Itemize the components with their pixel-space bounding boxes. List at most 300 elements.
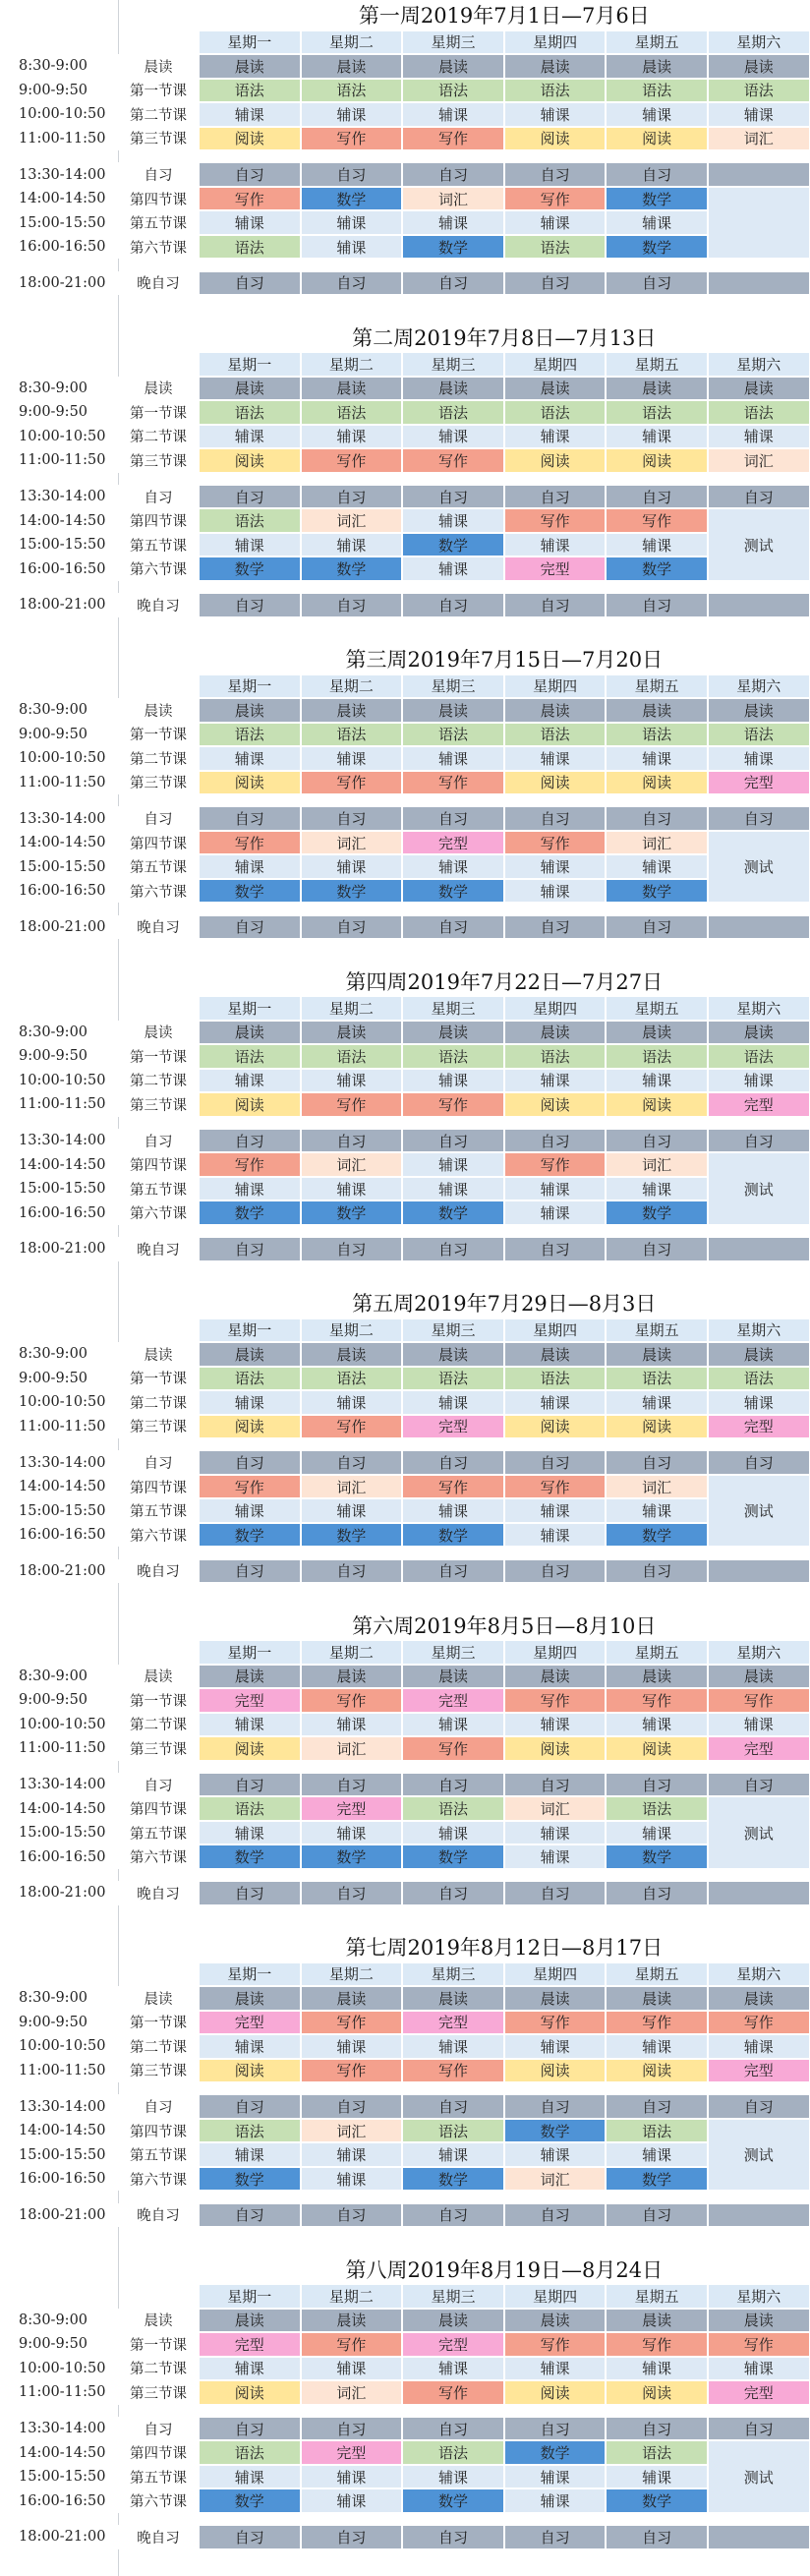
day-header-6: 星期六 [708,1640,810,1665]
evening-study-cell: 自习 [402,1881,504,1905]
morning-reading-cell: 晨读 [402,1021,504,1045]
class-cell: 语法 [606,723,708,747]
morning-reading-cell: 晨读 [402,377,504,401]
evening-study-cell [708,1237,810,1261]
class-cell: 词汇 [301,1736,403,1761]
saturday-test-cell: 测试 [708,1475,810,1548]
class-cell: 完型 [708,771,810,795]
time-label: 11:00-11:50 [0,1736,118,1761]
self-study-cell: 自习 [708,1773,810,1797]
class-cell: 完型 [402,2332,504,2357]
morning-reading-cell: 晨读 [606,698,708,723]
time-label: 9:00-9:50 [0,1688,118,1713]
time-label: 13:30-14:00 [0,162,118,187]
class-cell: 语法 [301,1044,403,1069]
class-cell: 词汇 [504,2167,607,2192]
period-label: 第三节课 [118,1736,199,1761]
time-label: 15:00-15:50 [0,2465,118,2489]
self-study-cell: 自习 [199,1129,301,1153]
class-cell: 词汇 [606,1475,708,1499]
class-cell: 数学 [402,533,504,557]
class-cell: 词汇 [504,1796,607,1821]
self-study-cell: 自习 [504,1129,607,1153]
class-cell: 数学 [402,879,504,904]
morning-reading-cell: 晨读 [301,377,403,401]
class-cell: 阅读 [504,771,607,795]
time-label: 16:00-16:50 [0,1200,118,1225]
class-cell: 辅课 [402,1713,504,1737]
class-cell: 辅课 [301,2034,403,2059]
self-study-cell: 自习 [301,806,403,831]
self-study-cell: 自习 [301,485,403,509]
morning-reading-cell: 晨读 [606,1665,708,1689]
morning-reading-cell: 晨读 [199,1665,301,1689]
day-header-2: 星期二 [301,674,403,699]
time-label: 9:00-9:50 [0,400,118,425]
class-cell: 辅课 [606,2465,708,2489]
class-cell: 数学 [301,1523,403,1548]
day-header-2: 星期二 [301,2284,403,2309]
class-cell: 辅课 [402,2142,504,2167]
period-label: 晚自习 [118,915,199,940]
class-cell: 词汇 [402,187,504,211]
morning-reading-cell: 晨读 [708,377,810,401]
day-header-3: 星期三 [402,1318,504,1343]
class-cell: 写作 [504,508,607,533]
morning-reading-cell: 晨读 [301,54,403,79]
class-cell: 词汇 [301,2119,403,2143]
morning-reading-cell: 晨读 [504,698,607,723]
class-cell: 辅课 [504,1069,607,1093]
class-cell: 数学 [402,235,504,260]
morning-reading-cell: 晨读 [199,1021,301,1045]
class-cell: 辅课 [301,2167,403,2192]
saturday-test-cell [708,187,810,260]
time-label: 16:00-16:50 [0,235,118,260]
class-cell: 数学 [199,2488,301,2513]
period-label: 第四节课 [118,1796,199,1821]
class-cell: 辅课 [606,1821,708,1845]
time-label: 16:00-16:50 [0,2167,118,2192]
period-label: 第四节课 [118,1475,199,1499]
time-label: 15:00-15:50 [0,210,118,235]
period-label: 第三节课 [118,127,199,151]
class-cell: 阅读 [199,1415,301,1439]
class-cell: 辅课 [708,425,810,449]
class-cell: 写作 [606,2011,708,2035]
period-label: 第二节课 [118,2357,199,2381]
time-label: 15:00-15:50 [0,1498,118,1523]
class-cell: 写作 [301,1415,403,1439]
self-study-cell: 自习 [606,2094,708,2119]
time-label: 9:00-9:50 [0,1044,118,1069]
morning-reading-cell: 晨读 [199,1342,301,1367]
day-header-5: 星期五 [606,352,708,377]
class-cell: 辅课 [606,854,708,879]
time-label: 11:00-11:50 [0,1415,118,1439]
self-study-cell: 自习 [301,1450,403,1475]
evening-study-cell: 自习 [301,1237,403,1261]
day-header-4: 星期四 [504,674,607,699]
day-header-3: 星期三 [402,996,504,1021]
day-header-2: 星期二 [301,1962,403,1987]
day-header-6: 星期六 [708,2284,810,2309]
evening-study-cell: 自习 [402,593,504,617]
class-cell: 辅课 [199,1069,301,1093]
class-cell: 辅课 [504,2034,607,2059]
day-header-6: 星期六 [708,674,810,699]
period-label: 晨读 [118,2309,199,2333]
time-label: 8:30-9:00 [0,1986,118,2011]
class-cell: 数学 [606,2488,708,2513]
morning-reading-cell: 晨读 [708,54,810,79]
time-label: 9:00-9:50 [0,1367,118,1391]
class-cell: 辅课 [199,2465,301,2489]
time-label: 15:00-15:50 [0,533,118,557]
class-cell: 辅课 [504,2465,607,2489]
period-label: 第一节课 [118,1688,199,1713]
period-label: 第二节课 [118,425,199,449]
saturday-test-cell: 测试 [708,831,810,904]
class-cell: 辅课 [402,102,504,127]
day-header-1: 星期一 [199,352,301,377]
time-label: 8:30-9:00 [0,2309,118,2333]
class-cell: 辅课 [708,2034,810,2059]
day-header-4: 星期四 [504,1962,607,1987]
period-label: 第一节课 [118,1367,199,1391]
evening-study-cell: 自习 [504,271,607,296]
morning-reading-cell: 晨读 [606,2309,708,2333]
class-cell: 写作 [199,187,301,211]
period-label: 第五节课 [118,2465,199,2489]
evening-study-cell: 自习 [504,2203,607,2228]
evening-study-cell: 自习 [199,271,301,296]
period-label: 晨读 [118,377,199,401]
class-cell: 辅课 [199,746,301,771]
day-header-4: 星期四 [504,352,607,377]
class-cell: 辅课 [402,1821,504,1845]
period-label: 第三节课 [118,2380,199,2405]
class-cell: 语法 [504,1044,607,1069]
class-cell: 语法 [504,723,607,747]
class-cell: 辅课 [301,1069,403,1093]
period-label: 第六节课 [118,235,199,260]
class-cell: 数学 [402,2488,504,2513]
class-cell: 辅课 [708,1713,810,1737]
class-cell: 写作 [301,771,403,795]
class-cell: 辅课 [402,1177,504,1201]
class-cell: 辅课 [402,2034,504,2059]
class-cell: 语法 [301,1367,403,1391]
morning-reading-cell: 晨读 [606,1986,708,2011]
class-cell: 辅课 [301,746,403,771]
class-cell: 语法 [199,235,301,260]
class-cell: 辅课 [504,2357,607,2381]
time-label: 8:30-9:00 [0,1665,118,1689]
self-study-cell: 自习 [301,162,403,187]
class-cell: 语法 [606,1367,708,1391]
class-cell: 辅课 [708,102,810,127]
class-cell: 阅读 [606,2059,708,2083]
class-cell: 语法 [402,723,504,747]
class-cell: 数学 [199,879,301,904]
week-title: 第一周2019年7月1日—7月6日 [358,4,650,29]
time-label: 14:00-14:50 [0,508,118,533]
class-cell: 辅课 [199,2034,301,2059]
evening-study-cell: 自习 [199,1237,301,1261]
time-label: 10:00-10:50 [0,425,118,449]
class-cell: 辅课 [402,746,504,771]
morning-reading-cell: 晨读 [301,1342,403,1367]
class-cell: 语法 [708,723,810,747]
evening-study-cell [708,593,810,617]
class-cell: 语法 [504,400,607,425]
class-cell: 语法 [606,79,708,103]
class-cell: 辅课 [402,425,504,449]
day-header-5: 星期五 [606,1318,708,1343]
class-cell: 辅课 [301,102,403,127]
class-cell: 词汇 [708,448,810,473]
class-cell: 词汇 [708,127,810,151]
self-study-cell: 自习 [402,162,504,187]
class-cell: 写作 [402,127,504,151]
period-label: 第三节课 [118,771,199,795]
evening-study-cell: 自习 [301,1559,403,1584]
class-cell: 数学 [301,1844,403,1869]
class-cell: 词汇 [606,1152,708,1177]
time-label: 16:00-16:50 [0,556,118,581]
self-study-cell: 自习 [504,1773,607,1797]
class-cell: 辅课 [199,210,301,235]
class-cell: 写作 [708,1688,810,1713]
evening-study-cell [708,1559,810,1584]
period-label: 第五节课 [118,2142,199,2167]
day-header-2: 星期二 [301,1640,403,1665]
day-header-3: 星期三 [402,674,504,699]
class-cell: 辅课 [504,1390,607,1415]
class-cell: 辅课 [504,2488,607,2513]
class-cell: 写作 [504,831,607,855]
class-cell: 辅课 [402,1152,504,1177]
time-label: 18:00-21:00 [0,271,118,296]
period-label: 第二节课 [118,2034,199,2059]
period-label: 第三节课 [118,2059,199,2083]
period-label: 第二节课 [118,746,199,771]
class-cell: 写作 [301,1092,403,1117]
class-cell: 写作 [606,508,708,533]
period-label: 第四节课 [118,2119,199,2143]
self-study-cell: 自习 [402,1450,504,1475]
self-study-cell: 自习 [504,2417,607,2441]
saturday-test-cell: 测试 [708,508,810,581]
class-cell: 辅课 [606,1498,708,1523]
class-cell: 语法 [402,400,504,425]
period-label: 第二节课 [118,1390,199,1415]
period-label: 第三节课 [118,448,199,473]
class-cell: 完型 [708,2059,810,2083]
class-cell: 辅课 [301,2488,403,2513]
day-header-1: 星期一 [199,2284,301,2309]
day-header-4: 星期四 [504,996,607,1021]
period-label: 第一节课 [118,723,199,747]
evening-study-cell: 自习 [199,1559,301,1584]
class-cell: 辅课 [504,425,607,449]
class-cell: 数学 [402,2167,504,2192]
time-label: 11:00-11:50 [0,2380,118,2405]
period-label: 晨读 [118,1986,199,2011]
self-study-cell: 自习 [708,2094,810,2119]
day-header-2: 星期二 [301,352,403,377]
self-study-cell: 自习 [199,2417,301,2441]
class-cell: 辅课 [708,2357,810,2381]
self-study-cell: 自习 [606,1773,708,1797]
time-label: 16:00-16:50 [0,2488,118,2513]
class-cell: 阅读 [504,448,607,473]
time-label: 10:00-10:50 [0,1069,118,1093]
evening-study-cell: 自习 [606,915,708,940]
time-label: 13:30-14:00 [0,806,118,831]
class-cell: 语法 [199,2440,301,2465]
time-label: 9:00-9:50 [0,2332,118,2357]
morning-reading-cell: 晨读 [301,2309,403,2333]
time-label: 14:00-14:50 [0,2440,118,2465]
period-label: 第四节课 [118,508,199,533]
class-cell: 辅课 [606,2357,708,2381]
time-label: 10:00-10:50 [0,746,118,771]
class-cell: 语法 [199,1796,301,1821]
evening-study-cell: 自习 [199,593,301,617]
evening-study-cell: 自习 [606,271,708,296]
evening-study-cell: 自习 [402,2525,504,2549]
time-label: 10:00-10:50 [0,102,118,127]
class-cell: 数学 [199,1200,301,1225]
class-cell: 辅课 [301,425,403,449]
evening-study-cell: 自习 [301,2525,403,2549]
evening-study-cell [708,2203,810,2228]
period-label: 第四节课 [118,187,199,211]
time-label: 15:00-15:50 [0,2142,118,2167]
morning-reading-cell: 晨读 [301,1665,403,1689]
class-cell: 辅课 [199,102,301,127]
evening-study-cell: 自习 [606,2525,708,2549]
class-cell: 辅课 [199,1713,301,1737]
period-label: 晚自习 [118,593,199,617]
class-cell: 辅课 [301,1713,403,1737]
class-cell: 辅课 [504,1498,607,1523]
class-cell: 写作 [301,1688,403,1713]
class-cell: 辅课 [504,533,607,557]
morning-reading-cell: 晨读 [402,1986,504,2011]
self-study-cell [708,162,810,187]
class-cell: 辅课 [199,1177,301,1201]
class-cell: 数学 [606,1523,708,1548]
class-cell: 完型 [199,2011,301,2035]
class-cell: 数学 [606,1844,708,1869]
day-header-4: 星期四 [504,1640,607,1665]
time-label: 8:30-9:00 [0,1342,118,1367]
class-cell: 写作 [301,448,403,473]
class-cell: 语法 [402,79,504,103]
class-cell: 写作 [301,2332,403,2357]
period-label: 第五节课 [118,1498,199,1523]
evening-study-cell [708,915,810,940]
class-cell: 辅课 [402,556,504,581]
class-cell: 数学 [504,2440,607,2465]
class-cell: 写作 [199,1475,301,1499]
class-cell: 阅读 [199,2380,301,2405]
morning-reading-cell: 晨读 [199,54,301,79]
day-header-1: 星期一 [199,1640,301,1665]
time-label: 11:00-11:50 [0,771,118,795]
week-title: 第七周2019年8月12日—8月17日 [345,1936,664,1961]
class-cell: 阅读 [606,1736,708,1761]
time-label: 16:00-16:50 [0,1523,118,1548]
class-cell: 完型 [199,2332,301,2357]
class-cell: 阅读 [504,127,607,151]
day-header-5: 星期五 [606,674,708,699]
day-header-2: 星期二 [301,996,403,1021]
evening-study-cell: 自习 [504,593,607,617]
class-cell: 语法 [606,2119,708,2143]
class-cell: 辅课 [301,533,403,557]
period-label: 晚自习 [118,1237,199,1261]
class-cell: 辅课 [301,2465,403,2489]
time-label: 14:00-14:50 [0,2119,118,2143]
time-label: 8:30-9:00 [0,1021,118,1045]
self-study-cell: 自习 [606,1129,708,1153]
time-label: 18:00-21:00 [0,1237,118,1261]
period-label: 晚自习 [118,2525,199,2549]
class-cell: 语法 [402,1796,504,1821]
period-label: 自习 [118,485,199,509]
class-cell: 完型 [301,1796,403,1821]
evening-study-cell: 自习 [606,1559,708,1584]
class-cell: 辅课 [504,1821,607,1845]
time-label: 18:00-21:00 [0,1559,118,1584]
period-label: 第三节课 [118,1092,199,1117]
class-cell: 词汇 [301,1152,403,1177]
class-cell: 语法 [504,1367,607,1391]
morning-reading-cell: 晨读 [708,1665,810,1689]
morning-reading-cell: 晨读 [504,1665,607,1689]
class-cell: 辅课 [504,1523,607,1548]
class-cell: 完型 [402,831,504,855]
class-cell: 辅课 [504,879,607,904]
time-label: 14:00-14:50 [0,1152,118,1177]
class-cell: 辅课 [606,533,708,557]
class-cell: 数学 [504,2119,607,2143]
class-cell: 辅课 [199,1498,301,1523]
period-label: 晨读 [118,698,199,723]
morning-reading-cell: 晨读 [504,1021,607,1045]
period-label: 晨读 [118,1021,199,1045]
saturday-test-cell: 测试 [708,2119,810,2192]
day-header-6: 星期六 [708,352,810,377]
self-study-cell: 自习 [199,162,301,187]
period-label: 第三节课 [118,1415,199,1439]
time-label: 14:00-14:50 [0,1475,118,1499]
class-cell: 语法 [199,79,301,103]
day-header-1: 星期一 [199,30,301,55]
class-cell: 数学 [199,1523,301,1548]
class-cell: 阅读 [606,1415,708,1439]
self-study-cell: 自习 [504,162,607,187]
saturday-test-cell: 测试 [708,1796,810,1869]
period-label: 晨读 [118,1342,199,1367]
class-cell: 语法 [504,79,607,103]
class-cell: 辅课 [606,1390,708,1415]
class-cell: 辅课 [301,2142,403,2167]
